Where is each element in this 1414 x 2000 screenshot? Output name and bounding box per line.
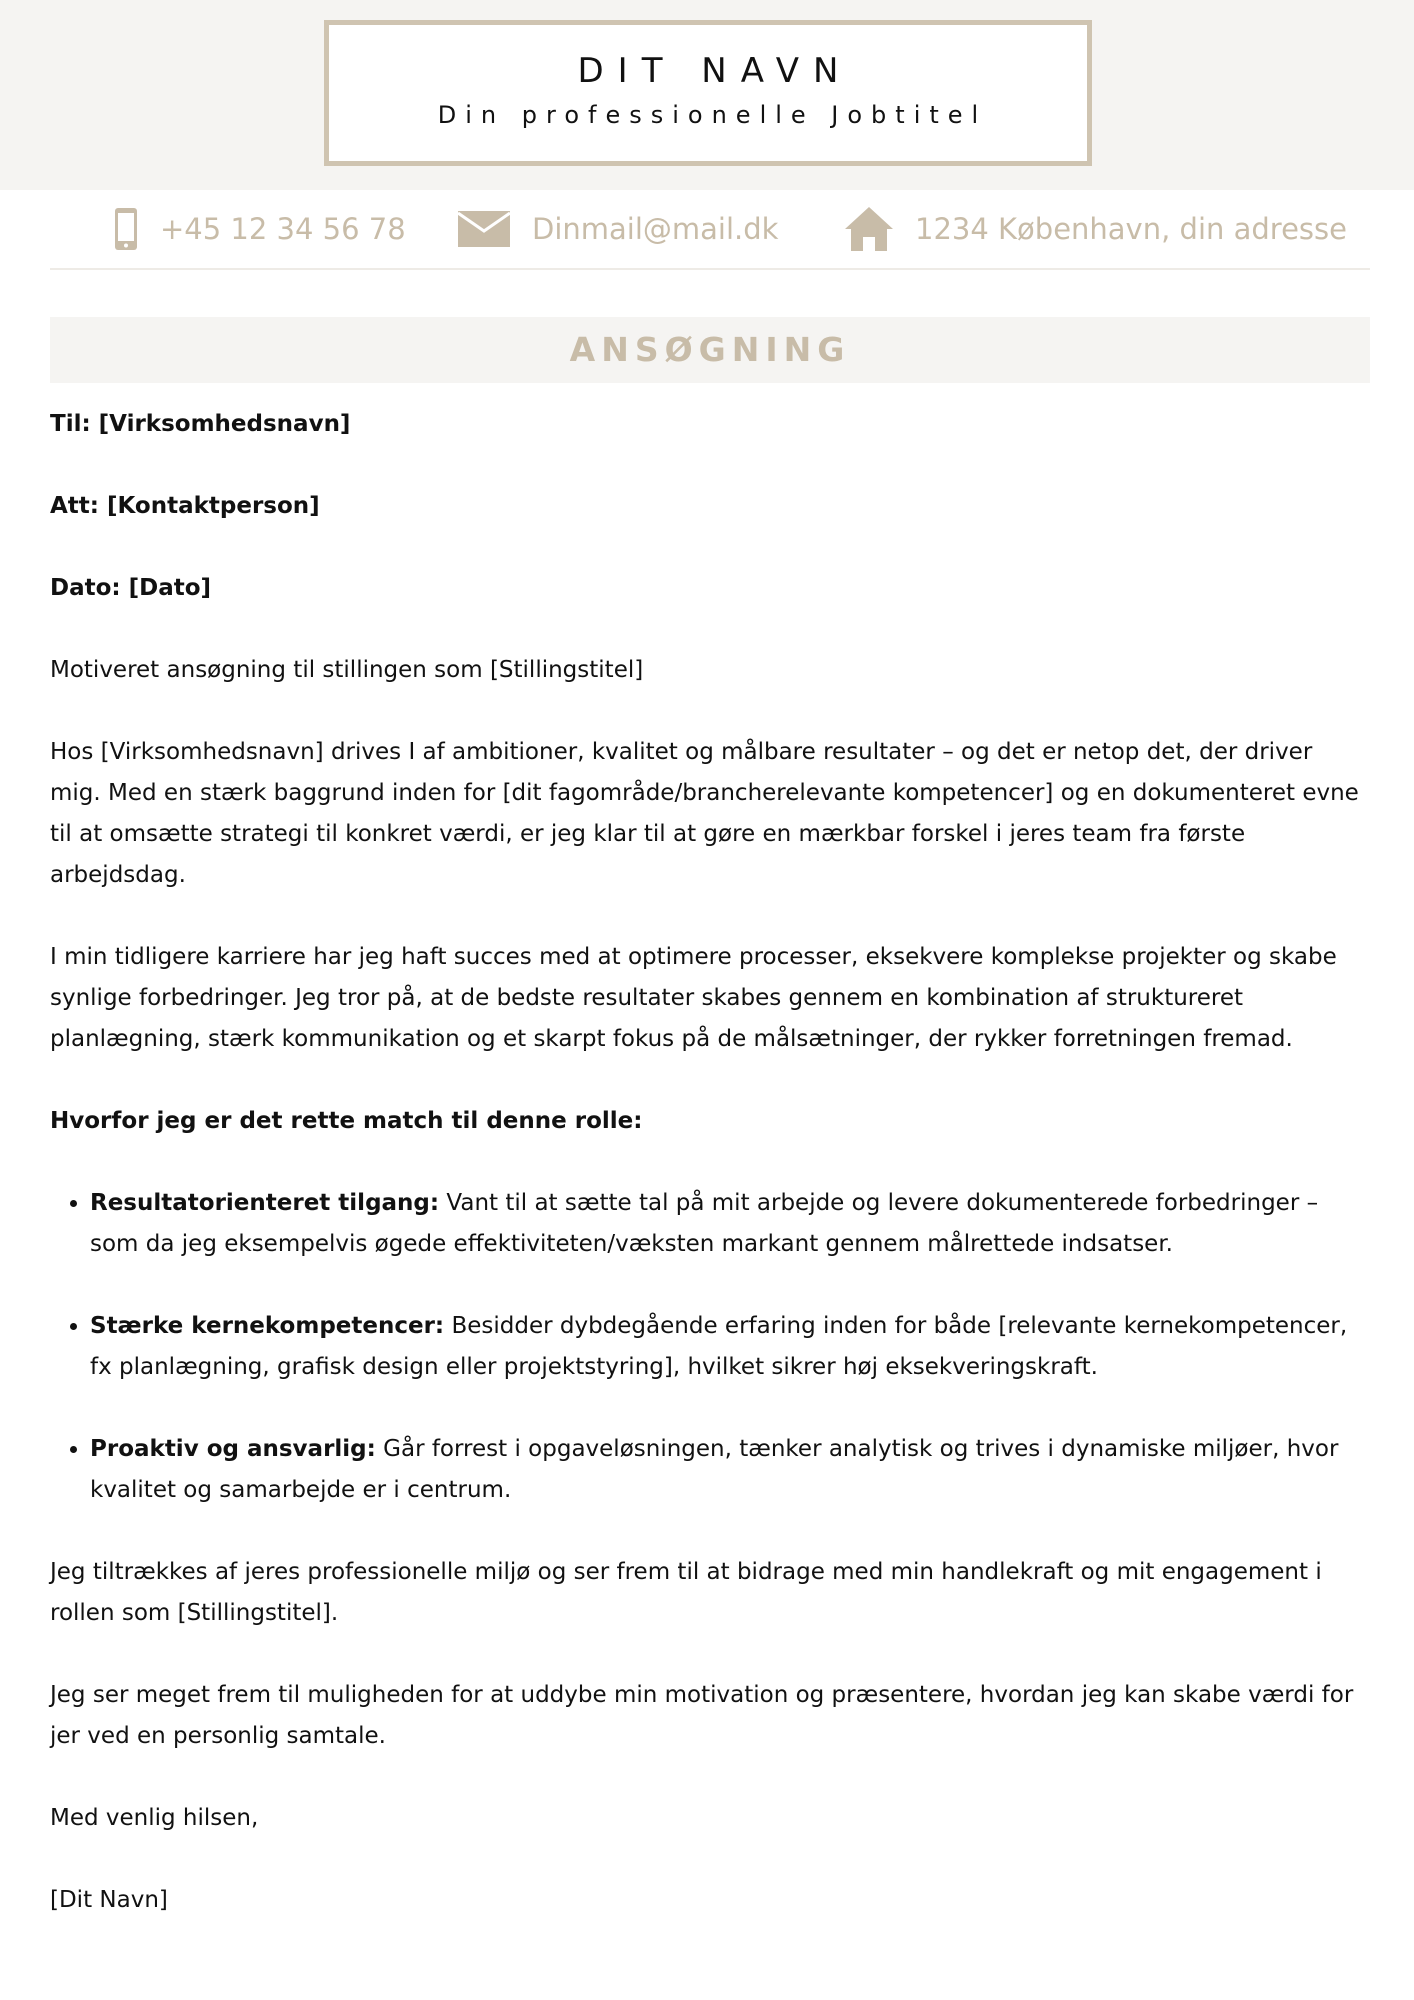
paragraph-experience: I min tidligere karriere har jeg haft succes med at optimere processer, eksekvere komplekse projekter og skabe synlige forbedringer. Jeg tror på, at de bedste resultater skabes gennem en kombination af struktureret planlægning, stærk kommunikation og et skarpt fokus på de målsætninger, der rykker forretningen fremad. xyxy=(50,944,1337,1052)
paragraph-interview: Jeg ser meget frem til muligheden for at uddybe min motivation og præsentere, hvordan jeg kan skabe værdi for jer ved en personlig samtale. xyxy=(50,1682,1354,1749)
letter-body xyxy=(50,404,1370,1962)
date-line: Dato: [Dato] xyxy=(50,575,212,601)
contact-row xyxy=(50,190,1370,270)
phone-icon xyxy=(114,207,138,251)
subject-line: Motiveret ansøgning til stillingen som [Stillingstitel] xyxy=(50,657,644,683)
list-item xyxy=(90,1429,1370,1511)
bullet-text: Går forrest i opgaveløsningen, tænker analytisk og trives i dynamiske miljøer, hvor kvalitet og samarbejde er i centrum. xyxy=(90,1436,1339,1503)
contact-address xyxy=(845,204,1347,254)
address: 1234 København, din adresse xyxy=(915,212,1347,246)
bullet-text: Vant til at sætte tal på mit arbejde og levere dokumenterede forbedringer – som da jeg eksempelvis øgede effektiviteten/væksten markant gennem målrettede indsatser. xyxy=(90,1190,1319,1257)
home-icon xyxy=(845,207,893,251)
closing-line: Med venlig hilsen, xyxy=(50,1805,259,1831)
list-item xyxy=(90,1306,1370,1388)
paragraph-motivation: Jeg tiltrækkes af jeres professionelle miljø og ser frem til at bidrage med min handlekraft og mit engagement i rollen som [Stillingstitel]. xyxy=(50,1559,1322,1626)
bullet-title: Resultatorienteret tilgang: xyxy=(90,1190,440,1216)
phone-number: +45 12 34 56 78 xyxy=(160,212,406,246)
applicant-name: DIT NAVN xyxy=(577,51,853,91)
bullet-text: Besidder dybdegående erfaring inden for både [relevante kernekompetencer, fx planlægning, grafisk design eller projektstyring], hvilket sikrer høj eksekveringskraft. xyxy=(90,1313,1348,1380)
contact-email xyxy=(458,204,778,254)
why-heading: Hvorfor jeg er det rette match til denne rolle: xyxy=(50,1108,643,1134)
paragraph-intro: Hos [Virksomhedsnavn] drives I af ambitioner, kvalitet og målbare resultater – og det er netop det, der driver mig. Med en stærk baggrund inden for [dit fagområde/brancherelevante kompetencer] og en dokumenteret evne til at omsætte strategi til konkret værdi, er jeg klar til at gøre en mærkbar forskel i jeres team fra første arbejdsdag. xyxy=(50,739,1359,888)
attention-line: Att: [Kontaktperson] xyxy=(50,493,320,519)
name-box xyxy=(324,20,1092,166)
job-title: Din professionelle Jobtitel xyxy=(437,101,988,129)
list-item xyxy=(90,1183,1370,1265)
signature-line: [Dit Navn] xyxy=(50,1887,168,1913)
email-address: Dinmail@mail.dk xyxy=(532,212,779,246)
bullet-title: Proaktiv og ansvarlig: xyxy=(90,1436,376,1462)
section-title: ANSØGNING xyxy=(50,317,1370,383)
contact-phone xyxy=(114,204,406,254)
bullet-title: Stærke kernekompetencer: xyxy=(90,1313,445,1339)
qualification-list xyxy=(50,1183,1370,1511)
mail-icon xyxy=(458,211,510,247)
recipient-line: Til: [Virksomhedsnavn] xyxy=(50,411,351,437)
